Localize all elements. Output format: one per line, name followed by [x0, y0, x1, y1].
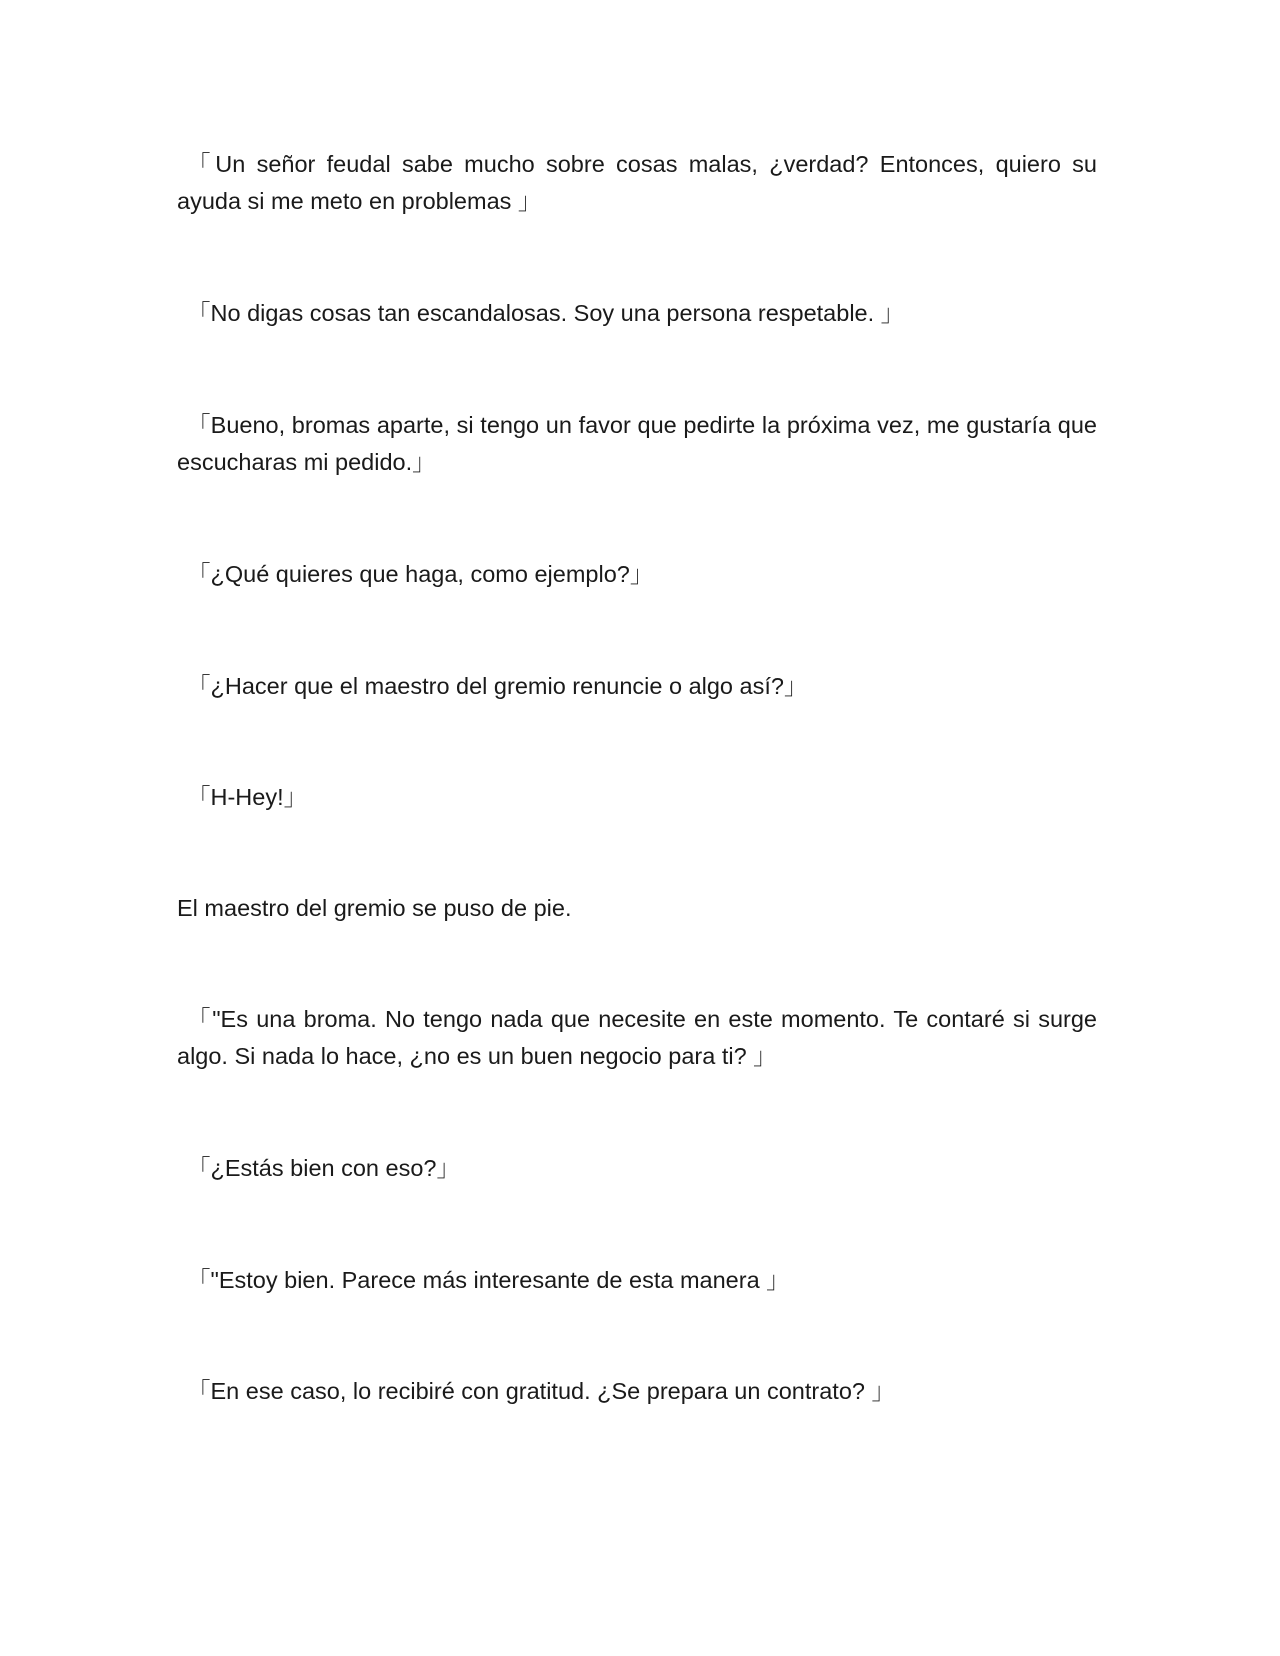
dialogue-paragraph: 「"Es una broma. No tengo nada que necesite en este momento. Te contaré si surge algo. Si nada lo hace, ¿no es un buen negocio para ti? 」 — [177, 1006, 1097, 1069]
dialogue-paragraph: 「H-Hey!」 — [187, 784, 308, 810]
dialogue-paragraph: 「No digas cosas tan escandalosas. Soy una persona respetable. 」 — [187, 300, 905, 326]
dialogue-paragraph: 「"Estoy bien. Parece más interesante de esta manera 」 — [187, 1267, 790, 1293]
dialogue-paragraph: 「En ese caso, lo recibiré con gratitud. ¿Se prepara un contrato? 」 — [187, 1378, 895, 1404]
dialogue-paragraph: 「¿Hacer que el maestro del gremio renuncie o algo así?」 — [187, 673, 808, 699]
dialogue-paragraph: 「Un señor feudal sabe mucho sobre cosas malas, ¿verdad? Entonces, quiero su ayuda si me meto en problemas 」 — [177, 151, 1097, 214]
narration-paragraph: El maestro del gremio se puso de pie. — [177, 895, 572, 921]
dialogue-paragraph: 「Bueno, bromas aparte, si tengo un favor que pedirte la próxima vez, me gustaría que escucharas mi pedido.」 — [177, 412, 1097, 475]
dialogue-paragraph: 「¿Estás bien con eso?」 — [187, 1155, 460, 1181]
dialogue-paragraph: 「¿Qué quieres que haga, como ejemplo?」 — [187, 561, 654, 587]
